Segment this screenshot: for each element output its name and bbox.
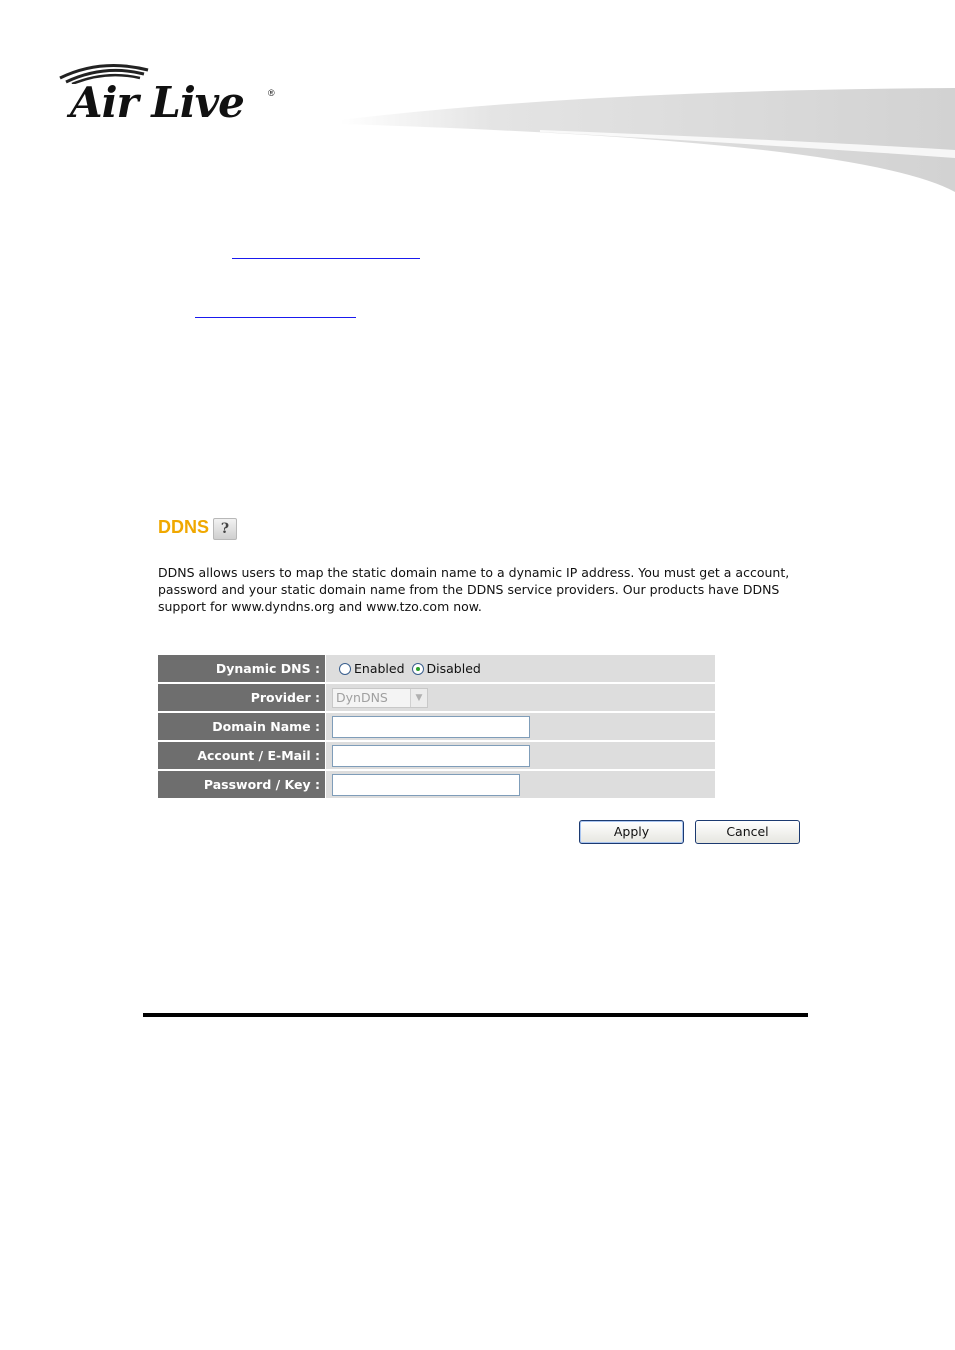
radio-enabled[interactable] [339, 663, 351, 675]
domain-name-label: Domain Name : [158, 713, 325, 740]
radio-disabled-label[interactable]: Disabled [426, 661, 481, 676]
link-underline[interactable] [232, 258, 420, 259]
ddns-form [158, 655, 715, 800]
account-value [325, 742, 715, 769]
password-value [325, 771, 715, 798]
provider-value [325, 684, 715, 711]
dynamic-dns-value [325, 655, 715, 682]
row-dynamic-dns [158, 655, 715, 682]
row-account [158, 742, 715, 769]
footer-divider [143, 1013, 808, 1017]
provider-select[interactable] [332, 688, 428, 708]
page-title: DDNS [158, 516, 210, 537]
provider-selected-value: DynDNS [336, 690, 388, 705]
ddns-header [158, 514, 237, 540]
domain-name-value [325, 713, 715, 740]
provider-label: Provider : [158, 684, 325, 711]
logo-text: Air Live [70, 78, 244, 127]
account-input[interactable] [332, 745, 530, 767]
ddns-description: DDNS allows users to map the static domain name to a dynamic IP address. You must get a account, password and your static domain name from the DDNS service providers. Our products have DDNS support for www.dyndns.org and www.tzo.com now. [158, 565, 790, 614]
dynamic-dns-label: Dynamic DNS : [158, 655, 325, 682]
account-label: Account / E-Mail : [158, 742, 325, 769]
row-domain-name [158, 713, 715, 740]
row-provider [158, 684, 715, 711]
airlive-logo [56, 60, 286, 130]
row-password [158, 771, 715, 798]
help-icon[interactable]: ? [213, 518, 237, 540]
password-input[interactable] [332, 774, 520, 796]
radio-enabled-label[interactable]: Enabled [354, 661, 405, 676]
chevron-down-icon[interactable]: ▼ [410, 689, 427, 707]
registered-mark: ® [268, 88, 275, 98]
radio-disabled[interactable] [412, 663, 424, 675]
password-label: Password / Key : [158, 771, 325, 798]
header-swoosh [340, 80, 955, 200]
cancel-button[interactable]: Cancel [695, 820, 800, 844]
apply-button[interactable]: Apply [579, 820, 684, 844]
domain-name-input[interactable] [332, 716, 530, 738]
link-underline[interactable] [195, 317, 356, 318]
